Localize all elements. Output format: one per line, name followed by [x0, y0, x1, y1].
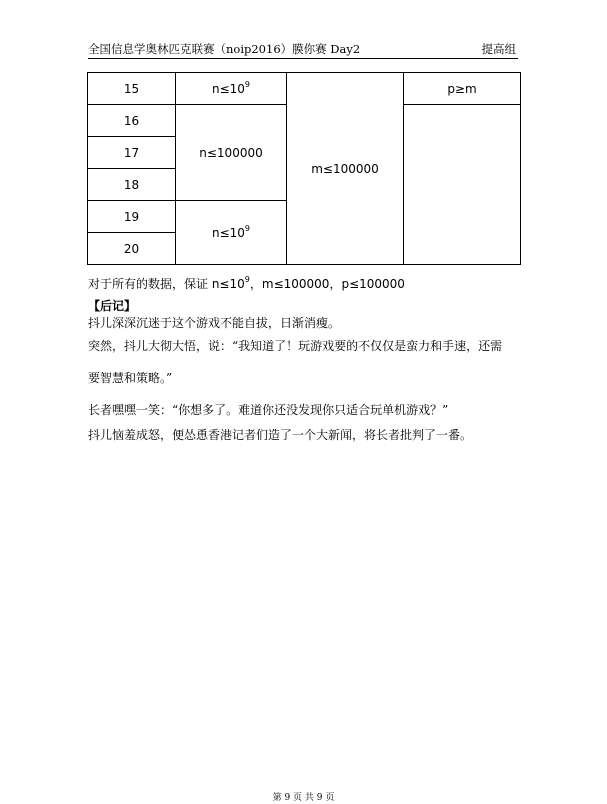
- case-number: 18: [88, 169, 176, 201]
- case-number: 16: [88, 105, 176, 137]
- case-number: 15: [88, 73, 176, 105]
- afterword-title: 【后记】: [88, 299, 137, 313]
- afterword-paragraph: 长者嘿嘿一笑：“你想多了。难道你还没发现你只适合玩单机游戏？”: [88, 403, 449, 417]
- afterword-paragraph: 突然，抖儿大彻大悟，说：“我知道了！玩游戏要的不仅仅是蛮力和手速，还需: [88, 339, 503, 353]
- case-number: 20: [88, 233, 176, 265]
- data-constraint-line: 对于所有的数据，保证 $n\le 10^9$，m≤100000，p≤100000: [88, 275, 405, 291]
- case-number: 17: [88, 137, 176, 169]
- afterword-paragraph: 抖儿恼羞成怒，便怂恿香港记者们造了一个大新闻，将长者批判了一番。: [88, 428, 473, 442]
- n-constraint: $n\le 10^9$: [176, 73, 287, 105]
- table-row: [88, 73, 521, 105]
- m-constraint: m≤100000: [287, 73, 404, 265]
- afterword-paragraph: 要智慧和策略。”: [88, 371, 173, 385]
- n-constraint: $n\le 10^9$: [176, 201, 287, 265]
- constraints-table: [87, 72, 521, 265]
- header-title: 全国信息学奥林匹克联赛（noip2016）膜你赛 Day2: [88, 42, 361, 56]
- page-footer: 第 9 页 共 9 页: [272, 793, 335, 803]
- p-constraint: p≥m: [404, 73, 521, 105]
- header-group: 提高组: [481, 42, 516, 56]
- page-header: [88, 42, 518, 59]
- case-number: 19: [88, 201, 176, 233]
- afterword-paragraph: 抖儿深深沉迷于这个游戏不能自拔，日渐消瘦。: [88, 316, 341, 330]
- p-constraint-empty: [404, 105, 521, 265]
- n-constraint: n≤100000: [176, 105, 287, 201]
